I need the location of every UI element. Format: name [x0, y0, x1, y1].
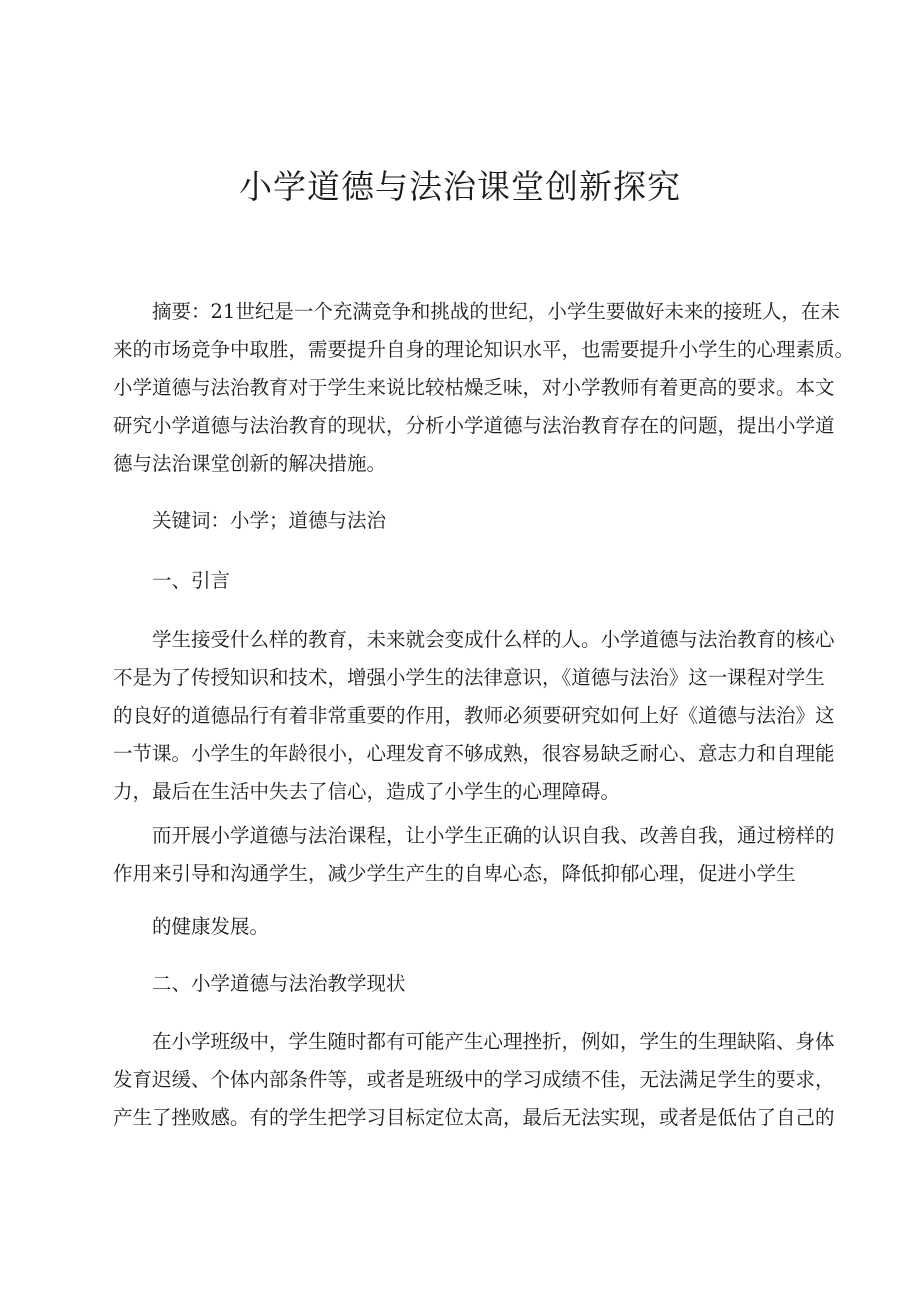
section-heading-text: 一、引言	[152, 569, 231, 592]
text-line: 德与法治课堂创新的解决措施。	[113, 452, 387, 475]
text-line: 不是为了传授知识和技术，增强小学生的法律意识，《道德与法治》这一课程对学生	[113, 666, 825, 689]
text-line: 来的市场竞争中取胜，需要提升自身的理论知识水平，也需要提升小学生的心理素质。	[113, 338, 855, 361]
text-line: 小学道德与法治教育对于学生来说比较枯燥乏味，对小学教师有着更高的要求。本文	[113, 376, 835, 399]
text-line: 研究小学道德与法治教育的现状，分析小学道德与法治教育存在的问题，提出小学道	[113, 414, 835, 437]
text-line: 一节课。小学生的年龄很小，心理发育不够成熟，很容易缺乏耐心、意志力和自理能	[113, 742, 835, 765]
text-line: 学生接受什么样的教育，未来就会变成什么样的人。小学道德与法治教育的核心	[152, 628, 835, 651]
text-line: 力，最后在生活中失去了信心，造成了小学生的心理障碍。	[113, 780, 621, 803]
status-paragraph-1	[113, 1023, 835, 1137]
keywords	[113, 502, 811, 540]
abstract-paragraph	[113, 293, 855, 483]
text-line: 产生了挫败感。有的学生把学习目标定位太高，最后无法实现，或者是低估了自己的	[113, 1106, 835, 1129]
intro-paragraph-2-continued	[113, 908, 811, 946]
text-line: 的健康发展。	[152, 915, 270, 938]
document-title: 小学道德与法治课堂创新探究	[239, 167, 681, 206]
keywords-text: 关键词：小学；道德与法治	[152, 509, 387, 532]
text-line: 作用来引导和沟通学生，减少学生产生的自卑心态，降低抑郁心理，促进小学生	[113, 862, 796, 885]
section-heading-text: 二、小学道德与法治教学现状	[152, 972, 406, 995]
text-line: 的良好的道德品行有着非常重要的作用，教师必须要研究如何上好《道德与法治》这	[113, 704, 835, 727]
text-line: 发育迟缓、个体内部条件等，或者是班级中的学习成绩不佳，无法满足学生的要求，	[113, 1068, 835, 1091]
text-line: 摘要：21世纪是一个充满竞争和挑战的世纪，小学生要做好未来的接班人，在未	[152, 300, 840, 323]
text-line: 在小学班级中，学生随时都有可能产生心理挫折，例如，学生的生理缺陷、身体	[152, 1030, 835, 1053]
text-line: 而开展小学道德与法治课程，让小学生正确的认识自我、改善自我，通过榜样的	[152, 824, 835, 847]
section-heading-introduction	[113, 562, 811, 600]
section-heading-status	[113, 965, 811, 1003]
intro-paragraph-1	[113, 621, 835, 811]
intro-paragraph-2	[113, 817, 835, 893]
